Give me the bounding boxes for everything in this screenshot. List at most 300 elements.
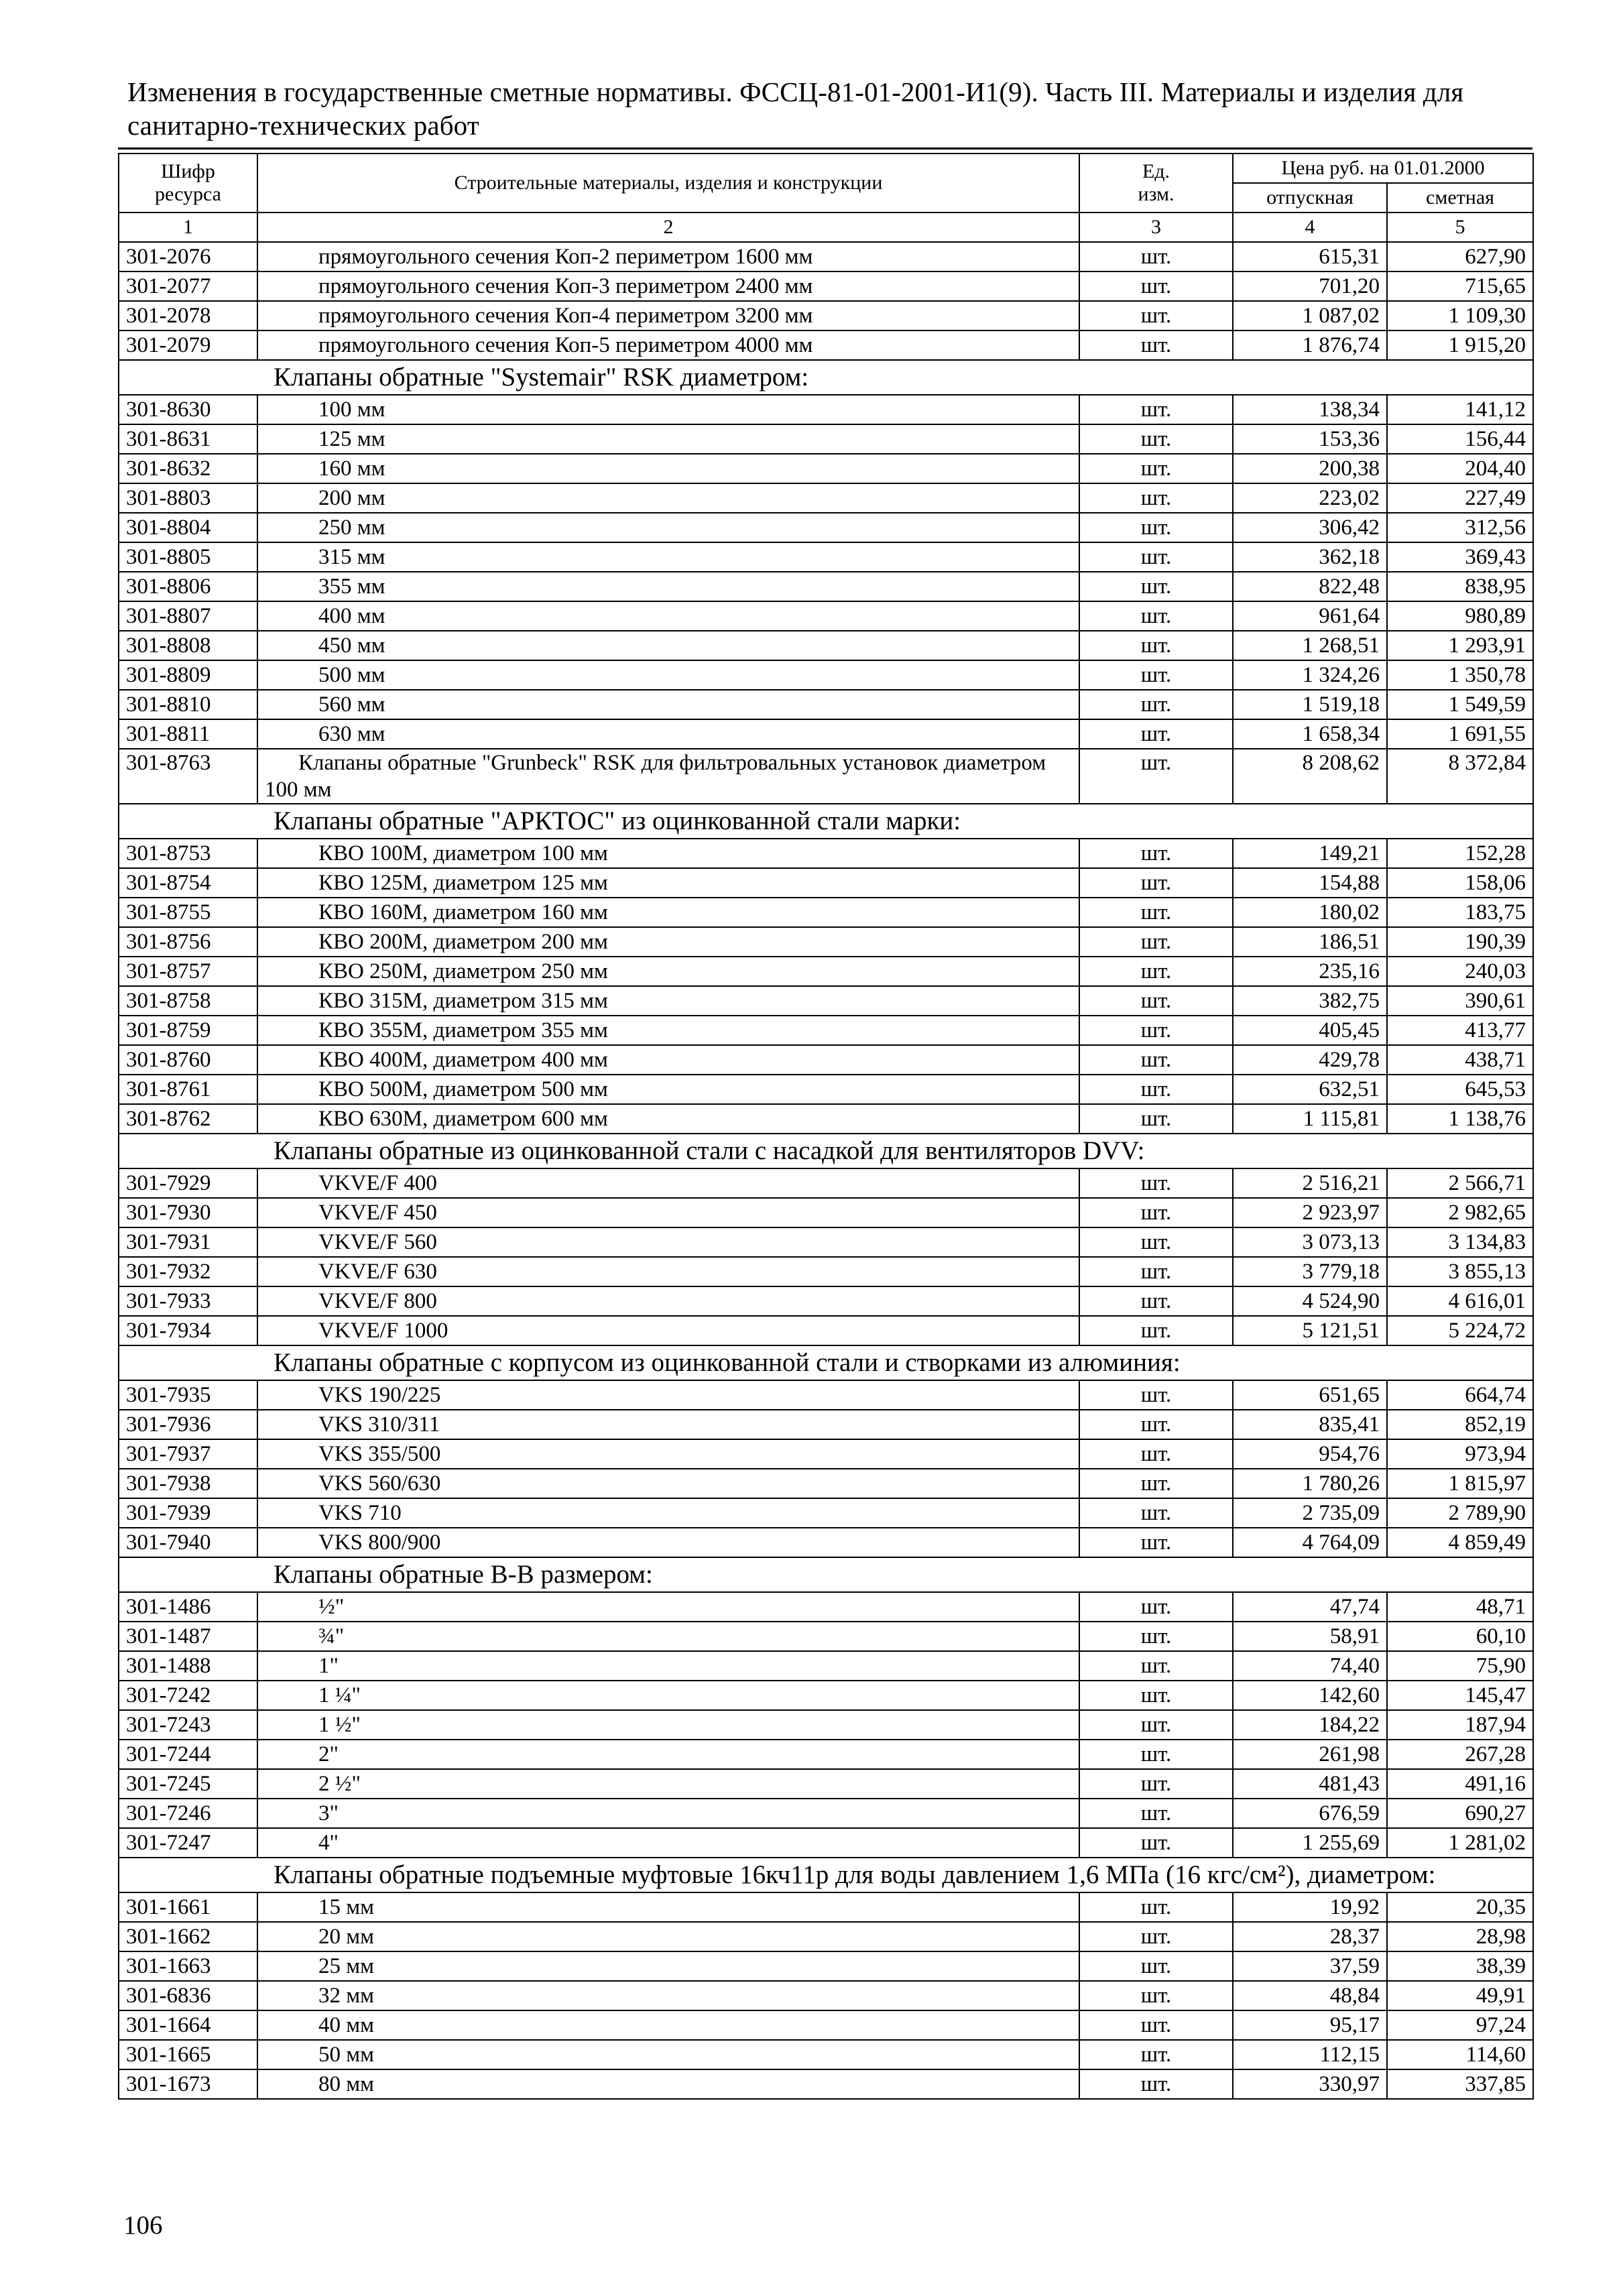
release-price: 651,65 <box>1233 1380 1387 1410</box>
header-code <box>119 154 257 213</box>
item-name: КВО 500М, диаметром 500 мм <box>257 1075 1079 1104</box>
group-heading-row <box>119 360 1533 395</box>
estimate-price: 1 549,59 <box>1387 690 1533 719</box>
estimate-price: 8 372,84 <box>1387 749 1533 804</box>
resource-code: 301-8761 <box>119 1075 257 1104</box>
estimate-price: 141,12 <box>1387 395 1533 424</box>
item-name: 1 ¼" <box>257 1681 1079 1710</box>
item-name: 500 мм <box>257 660 1079 690</box>
item-name: 25 мм <box>257 1951 1079 1981</box>
release-price: 1 087,02 <box>1233 301 1387 330</box>
column-number: 2 <box>257 213 1079 242</box>
table-row <box>119 1799 1533 1828</box>
unit-of-measure: шт. <box>1079 1380 1233 1410</box>
item-name: КВО 250М, диаметром 250 мм <box>257 957 1079 986</box>
resource-code: 301-7938 <box>119 1469 257 1498</box>
group-heading: Клапаны обратные подъемные муфтовые 16кч11р для воды давлением 1,6 МПа (16 кгс/см²), диаметром: <box>119 1858 1533 1892</box>
price-table <box>118 153 1534 2100</box>
unit-of-measure: шт. <box>1079 1951 1233 1981</box>
estimate-price: 491,16 <box>1387 1769 1533 1799</box>
unit-of-measure: шт. <box>1079 660 1233 690</box>
release-price: 1 255,69 <box>1233 1828 1387 1858</box>
resource-code: 301-7940 <box>119 1528 257 1557</box>
resource-code: 301-1665 <box>119 2040 257 2069</box>
resource-code: 301-8803 <box>119 483 257 513</box>
table-row <box>119 1710 1533 1740</box>
release-price: 1 658,34 <box>1233 719 1387 749</box>
unit-of-measure: шт. <box>1079 330 1233 360</box>
unit-of-measure: шт. <box>1079 601 1233 631</box>
resource-code: 301-1673 <box>119 2069 257 2099</box>
estimate-price: 28,98 <box>1387 1922 1533 1951</box>
table-row <box>119 1168 1533 1198</box>
column-number: 3 <box>1079 213 1233 242</box>
table-row <box>119 986 1533 1016</box>
table-row <box>119 2010 1533 2040</box>
resource-code: 301-8811 <box>119 719 257 749</box>
estimate-price: 337,85 <box>1387 2069 1533 2099</box>
unit-of-measure: шт. <box>1079 631 1233 660</box>
table-row <box>119 1439 1533 1469</box>
estimate-price: 1 915,20 <box>1387 330 1533 360</box>
resource-code: 301-1487 <box>119 1622 257 1651</box>
item-name: VKVE/F 450 <box>257 1198 1079 1227</box>
table-row <box>119 454 1533 483</box>
estimate-price: 156,44 <box>1387 424 1533 454</box>
table-row <box>119 719 1533 749</box>
resource-code: 301-1664 <box>119 2010 257 2040</box>
table-row <box>119 1104 1533 1134</box>
resource-code: 301-1486 <box>119 1592 257 1622</box>
estimate-price: 4 616,01 <box>1387 1286 1533 1316</box>
table-row <box>119 242 1533 271</box>
item-name: 125 мм <box>257 424 1079 454</box>
release-price: 632,51 <box>1233 1075 1387 1104</box>
release-price: 58,91 <box>1233 1622 1387 1651</box>
table-row <box>119 898 1533 927</box>
release-price: 19,92 <box>1233 1892 1387 1922</box>
estimate-price: 1 138,76 <box>1387 1104 1533 1134</box>
group-heading: Клапаны обратные из оцинкованной стали с насадкой для вентиляторов DVV: <box>119 1134 1533 1168</box>
unit-of-measure: шт. <box>1079 1439 1233 1469</box>
item-name: 400 мм <box>257 601 1079 631</box>
table-row <box>119 1922 1533 1951</box>
resource-code: 301-8762 <box>119 1104 257 1134</box>
estimate-price: 187,94 <box>1387 1710 1533 1740</box>
resource-code: 301-7939 <box>119 1498 257 1528</box>
table-row <box>119 1740 1533 1769</box>
resource-code: 301-8631 <box>119 424 257 454</box>
release-price: 3 779,18 <box>1233 1257 1387 1286</box>
table-row <box>119 749 1533 804</box>
unit-of-measure: шт. <box>1079 1710 1233 1740</box>
estimate-price: 60,10 <box>1387 1622 1533 1651</box>
item-name: VKS 355/500 <box>257 1439 1079 1469</box>
release-price: 37,59 <box>1233 1951 1387 1981</box>
table-row <box>119 927 1533 957</box>
resource-code: 301-8809 <box>119 660 257 690</box>
resource-code: 301-7936 <box>119 1410 257 1439</box>
release-price: 186,51 <box>1233 927 1387 957</box>
resource-code: 301-8754 <box>119 868 257 898</box>
estimate-price: 3 134,83 <box>1387 1227 1533 1257</box>
resource-code: 301-8806 <box>119 572 257 601</box>
estimate-price: 2 566,71 <box>1387 1168 1533 1198</box>
release-price: 149,21 <box>1233 839 1387 868</box>
resource-code: 301-7930 <box>119 1198 257 1227</box>
release-price: 382,75 <box>1233 986 1387 1016</box>
item-name: КВО 400М, диаметром 400 мм <box>257 1045 1079 1075</box>
resource-code: 301-8630 <box>119 395 257 424</box>
release-price: 615,31 <box>1233 242 1387 271</box>
unit-of-measure: шт. <box>1079 1622 1233 1651</box>
release-price: 142,60 <box>1233 1681 1387 1710</box>
item-name: прямоугольного сечения Коп-3 периметром 2400 мм <box>257 271 1079 301</box>
table-row <box>119 1681 1533 1710</box>
item-name: 100 мм <box>257 395 1079 424</box>
item-name: 355 мм <box>257 572 1079 601</box>
unit-of-measure: шт. <box>1079 1316 1233 1345</box>
resource-code: 301-8758 <box>119 986 257 1016</box>
unit-of-measure: шт. <box>1079 1016 1233 1045</box>
release-price: 184,22 <box>1233 1710 1387 1740</box>
release-price: 330,97 <box>1233 2069 1387 2099</box>
unit-of-measure: шт. <box>1079 1799 1233 1828</box>
release-price: 261,98 <box>1233 1740 1387 1769</box>
table-row <box>119 601 1533 631</box>
release-price: 28,37 <box>1233 1922 1387 1951</box>
table-row <box>119 1469 1533 1498</box>
unit-of-measure: шт. <box>1079 1681 1233 1710</box>
estimate-price: 838,95 <box>1387 572 1533 601</box>
unit-of-measure: шт. <box>1079 271 1233 301</box>
release-price: 8 208,62 <box>1233 749 1387 804</box>
estimate-price: 1 691,55 <box>1387 719 1533 749</box>
unit-of-measure: шт. <box>1079 572 1233 601</box>
resource-code: 301-8810 <box>119 690 257 719</box>
unit-of-measure: шт. <box>1079 1198 1233 1227</box>
header-price-estimate: сметная <box>1387 183 1533 213</box>
release-price: 2 735,09 <box>1233 1498 1387 1528</box>
group-heading-row <box>119 1345 1533 1380</box>
estimate-price: 38,39 <box>1387 1951 1533 1981</box>
estimate-price: 49,91 <box>1387 1981 1533 2010</box>
item-name: 32 мм <box>257 1981 1079 2010</box>
item-name: VKVE/F 630 <box>257 1257 1079 1286</box>
estimate-price: 158,06 <box>1387 868 1533 898</box>
table-row <box>119 839 1533 868</box>
header-code-line-1: Шифр <box>161 160 215 182</box>
unit-of-measure: шт. <box>1079 839 1233 868</box>
item-name: VKS 800/900 <box>257 1528 1079 1557</box>
estimate-price: 369,43 <box>1387 542 1533 572</box>
release-price: 153,36 <box>1233 424 1387 454</box>
unit-of-measure: шт. <box>1079 1828 1233 1858</box>
estimate-price: 97,24 <box>1387 2010 1533 2040</box>
table-row <box>119 542 1533 572</box>
unit-of-measure: шт. <box>1079 424 1233 454</box>
item-name: 315 мм <box>257 542 1079 572</box>
estimate-price: 1 350,78 <box>1387 660 1533 690</box>
resource-code: 301-7935 <box>119 1380 257 1410</box>
estimate-price: 20,35 <box>1387 1892 1533 1922</box>
table-row <box>119 1016 1533 1045</box>
release-price: 48,84 <box>1233 1981 1387 2010</box>
estimate-price: 2 789,90 <box>1387 1498 1533 1528</box>
release-price: 223,02 <box>1233 483 1387 513</box>
unit-of-measure: шт. <box>1079 301 1233 330</box>
resource-code: 301-7245 <box>119 1769 257 1799</box>
table-row <box>119 2040 1533 2069</box>
resource-code: 301-8760 <box>119 1045 257 1075</box>
table-row <box>119 1892 1533 1922</box>
table-row <box>119 483 1533 513</box>
item-name: 450 мм <box>257 631 1079 660</box>
unit-of-measure: шт. <box>1079 1922 1233 1951</box>
estimate-price: 690,27 <box>1387 1799 1533 1828</box>
page-number: 106 <box>123 2211 163 2240</box>
item-name: 40 мм <box>257 2010 1079 2040</box>
release-price: 1 324,26 <box>1233 660 1387 690</box>
group-heading-row <box>119 1858 1533 1892</box>
unit-of-measure: шт. <box>1079 1075 1233 1104</box>
release-price: 701,20 <box>1233 271 1387 301</box>
unit-of-measure: шт. <box>1079 513 1233 542</box>
table-row <box>119 868 1533 898</box>
unit-of-measure: шт. <box>1079 1892 1233 1922</box>
unit-of-measure: шт. <box>1079 1592 1233 1622</box>
unit-of-measure: шт. <box>1079 1257 1233 1286</box>
estimate-price: 5 224,72 <box>1387 1316 1533 1345</box>
table-row <box>119 271 1533 301</box>
release-price: 154,88 <box>1233 868 1387 898</box>
release-price: 954,76 <box>1233 1439 1387 1469</box>
resource-code: 301-8759 <box>119 1016 257 1045</box>
table-row <box>119 1380 1533 1410</box>
release-price: 429,78 <box>1233 1045 1387 1075</box>
estimate-price: 240,03 <box>1387 957 1533 986</box>
resource-code: 301-7244 <box>119 1740 257 1769</box>
table-row <box>119 1227 1533 1257</box>
table-row <box>119 1828 1533 1858</box>
resource-code: 301-8632 <box>119 454 257 483</box>
table-row <box>119 1075 1533 1104</box>
item-name: VKVE/F 800 <box>257 1286 1079 1316</box>
item-name: КВО 315М, диаметром 315 мм <box>257 986 1079 1016</box>
unit-of-measure: шт. <box>1079 690 1233 719</box>
release-price: 74,40 <box>1233 1651 1387 1681</box>
release-price: 835,41 <box>1233 1410 1387 1439</box>
unit-of-measure: шт. <box>1079 1981 1233 2010</box>
release-price: 1 780,26 <box>1233 1469 1387 1498</box>
item-name: КВО 100М, диаметром 100 мм <box>257 839 1079 868</box>
unit-of-measure: шт. <box>1079 454 1233 483</box>
item-name: 4" <box>257 1828 1079 1858</box>
unit-of-measure: шт. <box>1079 483 1233 513</box>
header-unit-line-2: изм. <box>1138 183 1175 205</box>
item-name: 1 ½" <box>257 1710 1079 1740</box>
resource-code: 301-7929 <box>119 1168 257 1198</box>
unit-of-measure: шт. <box>1079 868 1233 898</box>
resource-code: 301-8763 <box>119 749 257 804</box>
item-name: VKS 560/630 <box>257 1469 1079 1498</box>
release-price: 95,17 <box>1233 2010 1387 2040</box>
item-name: 50 мм <box>257 2040 1079 2069</box>
table-row <box>119 1316 1533 1345</box>
estimate-price: 1 293,91 <box>1387 631 1533 660</box>
resource-code: 301-7937 <box>119 1439 257 1469</box>
estimate-price: 715,65 <box>1387 271 1533 301</box>
item-name: 2 ½" <box>257 1769 1079 1799</box>
estimate-price: 312,56 <box>1387 513 1533 542</box>
item-name: 560 мм <box>257 690 1079 719</box>
resource-code: 301-7931 <box>119 1227 257 1257</box>
unit-of-measure: шт. <box>1079 1286 1233 1316</box>
table-row <box>119 1651 1533 1681</box>
release-price: 481,43 <box>1233 1769 1387 1799</box>
estimate-price: 1 815,97 <box>1387 1469 1533 1498</box>
item-name: 2" <box>257 1740 1079 1769</box>
resource-code: 301-8753 <box>119 839 257 868</box>
estimate-price: 145,47 <box>1387 1681 1533 1710</box>
release-price: 5 121,51 <box>1233 1316 1387 1345</box>
release-price: 306,42 <box>1233 513 1387 542</box>
estimate-price: 152,28 <box>1387 839 1533 868</box>
resource-code: 301-7242 <box>119 1681 257 1710</box>
release-price: 676,59 <box>1233 1799 1387 1828</box>
resource-code: 301-7247 <box>119 1828 257 1858</box>
group-heading-row <box>119 804 1533 839</box>
item-name: 20 мм <box>257 1922 1079 1951</box>
item-name: VKS 190/225 <box>257 1380 1079 1410</box>
resource-code: 301-8757 <box>119 957 257 986</box>
unit-of-measure: шт. <box>1079 1045 1233 1075</box>
item-name: КВО 630М, диаметром 600 мм <box>257 1104 1079 1134</box>
item-name: 3" <box>257 1799 1079 1828</box>
item-name: ¾" <box>257 1622 1079 1651</box>
unit-of-measure: шт. <box>1079 1498 1233 1528</box>
unit-of-measure: шт. <box>1079 1168 1233 1198</box>
header-price-release: отпускная <box>1233 183 1387 213</box>
estimate-price: 390,61 <box>1387 986 1533 1016</box>
item-name: VKVE/F 400 <box>257 1168 1079 1198</box>
estimate-price: 2 982,65 <box>1387 1198 1533 1227</box>
unit-of-measure: шт. <box>1079 1469 1233 1498</box>
table-row <box>119 1286 1533 1316</box>
release-price: 4 764,09 <box>1233 1528 1387 1557</box>
column-number-row <box>119 213 1533 242</box>
table-row <box>119 1528 1533 1557</box>
item-name: ½" <box>257 1592 1079 1622</box>
table-row <box>119 572 1533 601</box>
table-row <box>119 330 1533 360</box>
unit-of-measure: шт. <box>1079 1227 1233 1257</box>
table-row <box>119 1198 1533 1227</box>
estimate-price: 645,53 <box>1387 1075 1533 1104</box>
release-price: 1 268,51 <box>1233 631 1387 660</box>
release-price: 1 876,74 <box>1233 330 1387 360</box>
table-row <box>119 1622 1533 1651</box>
release-price: 47,74 <box>1233 1592 1387 1622</box>
resource-code: 301-1663 <box>119 1951 257 1981</box>
header-unit-line-1: Ед. <box>1142 160 1170 182</box>
header-rule <box>118 147 1532 149</box>
release-price: 2 516,21 <box>1233 1168 1387 1198</box>
table-row <box>119 2069 1533 2099</box>
estimate-price: 413,77 <box>1387 1016 1533 1045</box>
item-name: КВО 200М, диаметром 200 мм <box>257 927 1079 957</box>
release-price: 138,34 <box>1233 395 1387 424</box>
header-unit <box>1079 154 1233 213</box>
header-code-line-2: ресурса <box>155 183 221 205</box>
resource-code: 301-8805 <box>119 542 257 572</box>
table-body <box>119 242 1533 2099</box>
group-heading-row <box>119 1134 1533 1168</box>
table-row <box>119 957 1533 986</box>
estimate-price: 973,94 <box>1387 1439 1533 1469</box>
table-row <box>119 1498 1533 1528</box>
resource-code: 301-1661 <box>119 1892 257 1922</box>
resource-code: 301-8756 <box>119 927 257 957</box>
item-name: 630 мм <box>257 719 1079 749</box>
column-number: 1 <box>119 213 257 242</box>
resource-code: 301-8804 <box>119 513 257 542</box>
resource-code: 301-8755 <box>119 898 257 927</box>
estimate-price: 227,49 <box>1387 483 1533 513</box>
resource-code: 301-7246 <box>119 1799 257 1828</box>
unit-of-measure: шт. <box>1079 242 1233 271</box>
table-row <box>119 690 1533 719</box>
resource-code: 301-7243 <box>119 1710 257 1740</box>
release-price: 3 073,13 <box>1233 1227 1387 1257</box>
release-price: 1 519,18 <box>1233 690 1387 719</box>
table-row <box>119 424 1533 454</box>
column-number: 5 <box>1387 213 1533 242</box>
release-price: 1 115,81 <box>1233 1104 1387 1134</box>
resource-code: 301-1488 <box>119 1651 257 1681</box>
header-line-2: санитарно-технических работ <box>127 110 479 141</box>
unit-of-measure: шт. <box>1079 542 1233 572</box>
header-line-1: Изменения в государственные сметные нормативы. ФССЦ-81-01-2001-И1(9). Часть III. Материалы и изделия для <box>127 76 1464 107</box>
release-price: 200,38 <box>1233 454 1387 483</box>
estimate-price: 1 281,02 <box>1387 1828 1533 1858</box>
item-name: VKS 310/311 <box>257 1410 1079 1439</box>
table-row <box>119 631 1533 660</box>
unit-of-measure: шт. <box>1079 1528 1233 1557</box>
unit-of-measure: шт. <box>1079 1769 1233 1799</box>
release-price: 235,16 <box>1233 957 1387 986</box>
column-number: 4 <box>1233 213 1387 242</box>
group-heading: Клапаны обратные "АРКТОС" из оцинкованной стали марки: <box>119 804 1533 839</box>
unit-of-measure: шт. <box>1079 2069 1233 2099</box>
unit-of-measure: шт. <box>1079 2010 1233 2040</box>
unit-of-measure: шт. <box>1079 2040 1233 2069</box>
estimate-price: 3 855,13 <box>1387 1257 1533 1286</box>
item-name: VKS 710 <box>257 1498 1079 1528</box>
table-row <box>119 395 1533 424</box>
release-price: 405,45 <box>1233 1016 1387 1045</box>
item-name: VKVE/F 1000 <box>257 1316 1079 1345</box>
estimate-price: 267,28 <box>1387 1740 1533 1769</box>
estimate-price: 48,71 <box>1387 1592 1533 1622</box>
estimate-price: 980,89 <box>1387 601 1533 631</box>
unit-of-measure: шт. <box>1079 719 1233 749</box>
unit-of-measure: шт. <box>1079 749 1233 804</box>
header-price: Цена руб. на 01.01.2000 <box>1233 154 1533 183</box>
release-price: 961,64 <box>1233 601 1387 631</box>
unit-of-measure: шт. <box>1079 957 1233 986</box>
table-row <box>119 1410 1533 1439</box>
